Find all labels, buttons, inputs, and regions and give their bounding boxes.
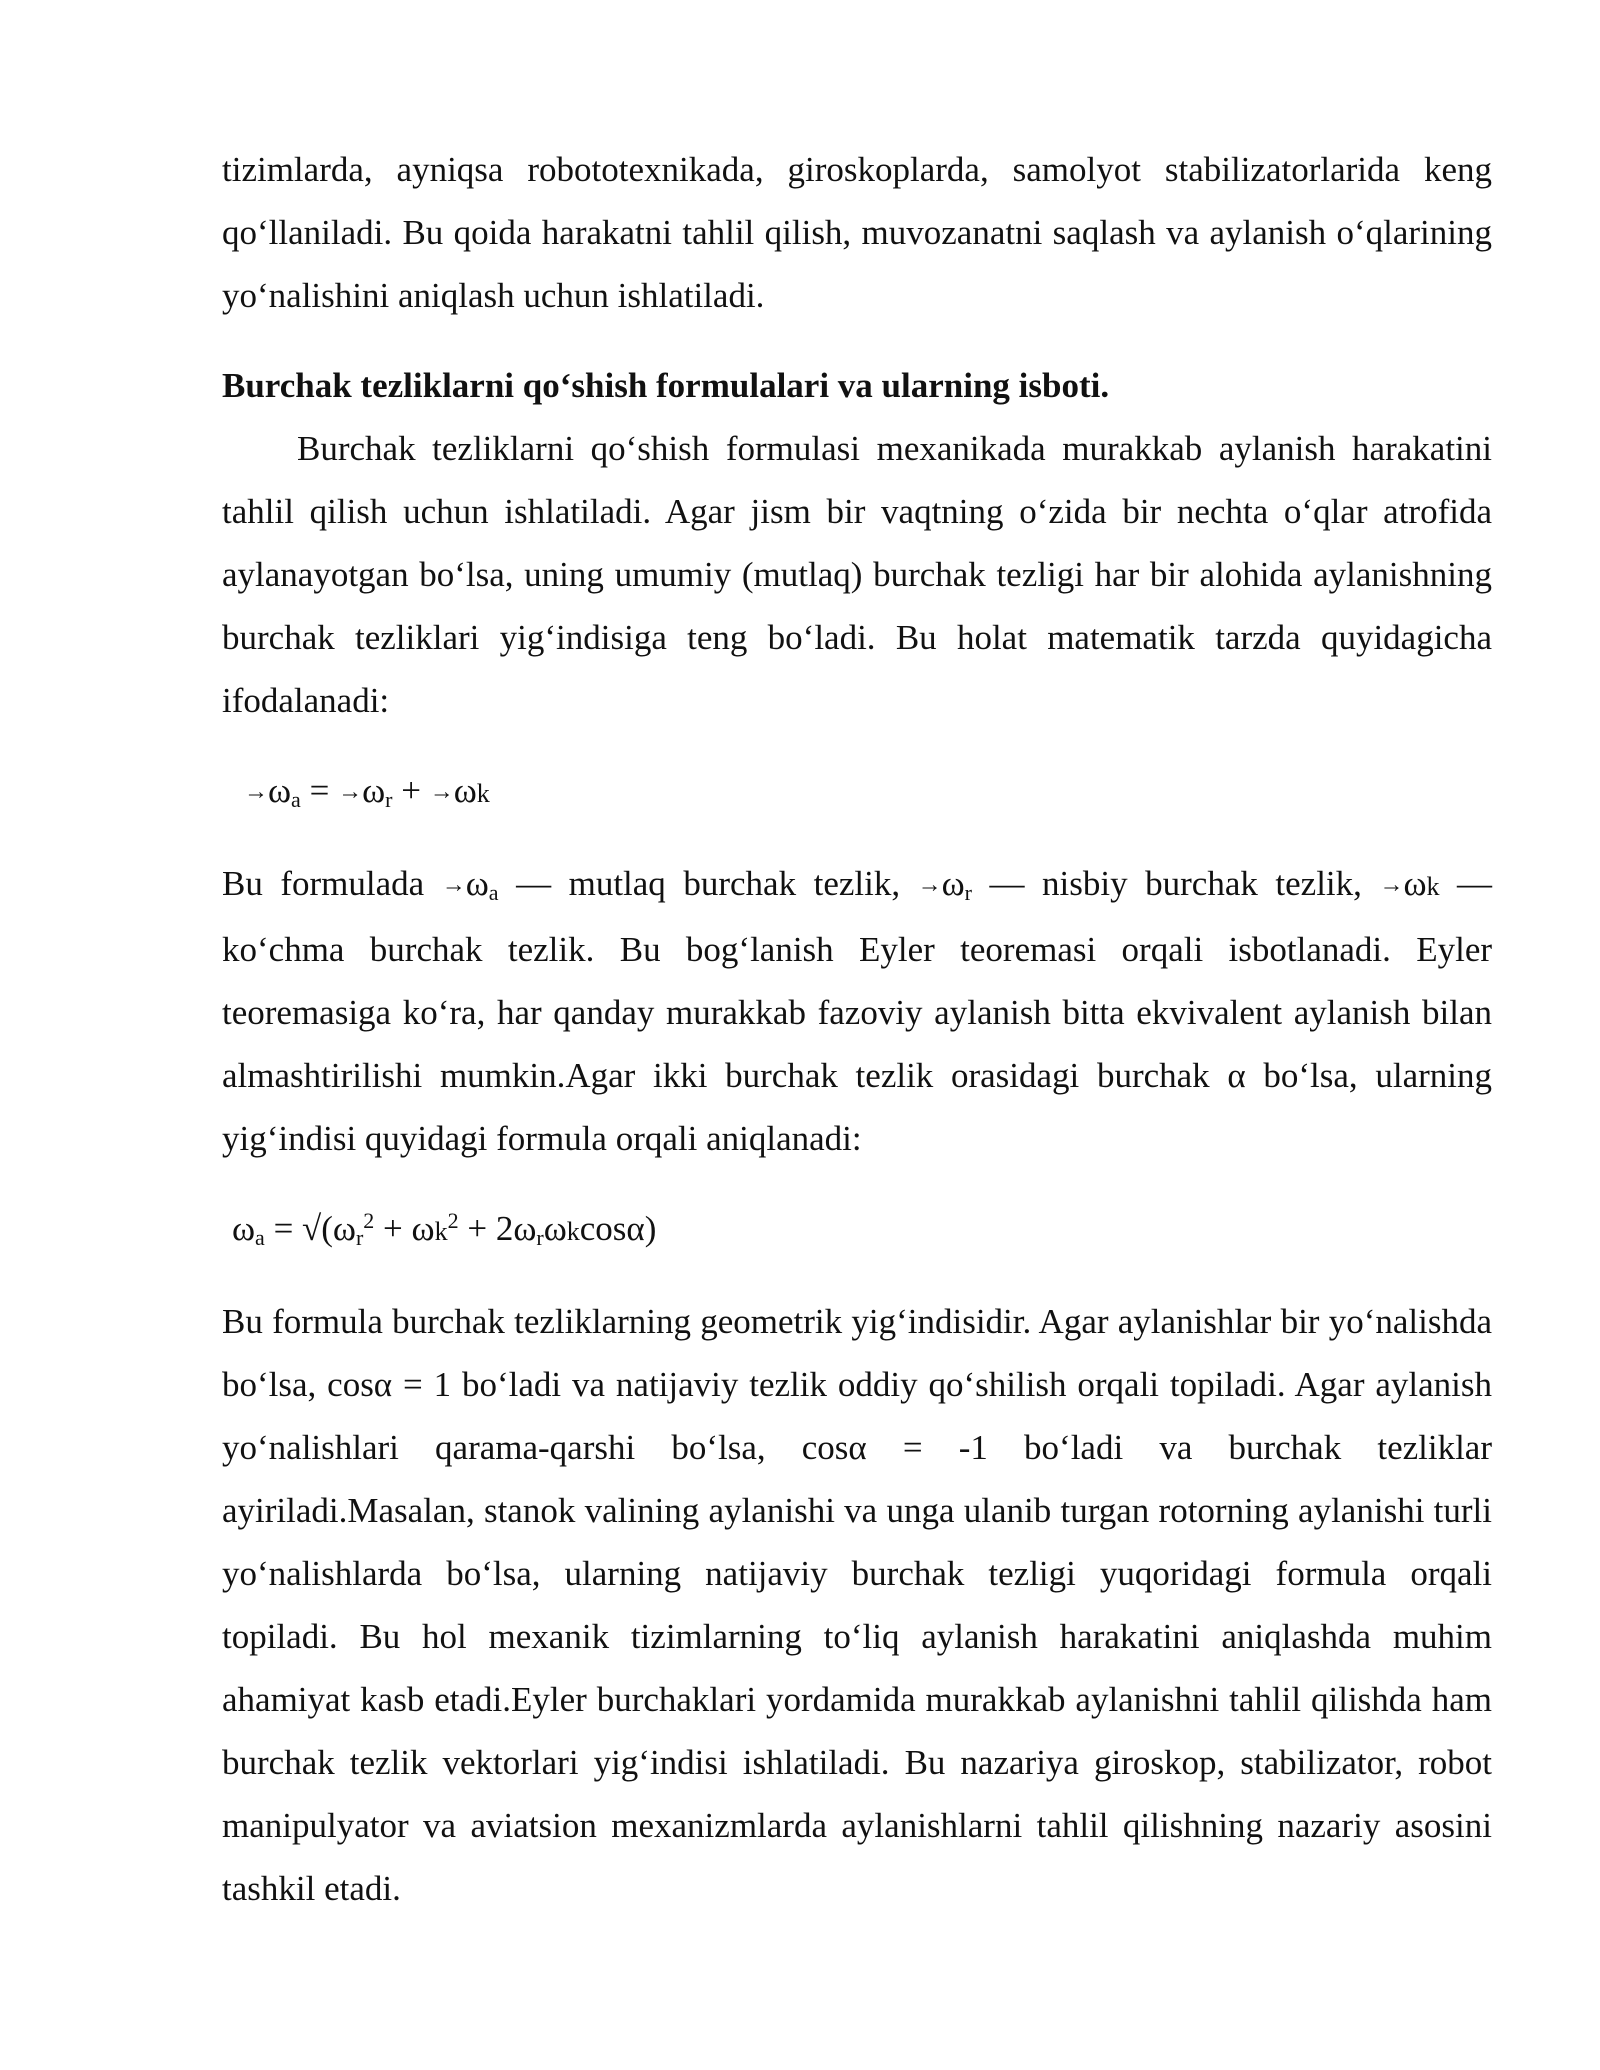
formula-magnitude bbox=[222, 1197, 1492, 1263]
section-heading: Burchak tezliklarni qo‘shish formulalari va ularning isboti. bbox=[222, 366, 1110, 405]
vector-arrow: → bbox=[429, 779, 454, 805]
omega-symbol: ω bbox=[362, 771, 386, 810]
subscript-r: r bbox=[385, 787, 393, 812]
definition-transport: — ko‘chma burchak tezlik. bbox=[222, 864, 1493, 969]
omega-symbol: ω bbox=[332, 1209, 356, 1248]
definition-relative: — nisbiy burchak tezlik, bbox=[989, 864, 1362, 903]
cosine-tail: cosα) bbox=[579, 1209, 657, 1248]
vector-arrow: → bbox=[441, 872, 466, 898]
paragraph-explanation bbox=[222, 852, 1492, 1170]
omega-symbol: ω bbox=[411, 1209, 435, 1248]
plus-two: + 2 bbox=[458, 1209, 514, 1248]
paragraph-addition-formula: Burchak tezliklarni qo‘shish formulasi mexanikada murakkab aylanish harakatini tahlil qilish uchun ishlatiladi. Agar jism bir vaqtning o‘zida bir nechta o‘qlar atrofida aylanayotgan bo‘lsa, uning umumiy (mutlaq) burchak tezligi har bir alohida aylanishning burchak tezliklari yig‘indisiga teng bo‘ladi. Bu holat matematik tarzda quyidagicha ifodalanadi: bbox=[222, 429, 1492, 720]
subscript-a: a bbox=[255, 1225, 265, 1250]
omega-symbol: ω bbox=[453, 771, 477, 810]
subscript-r: r bbox=[964, 880, 972, 905]
omega-symbol: ω bbox=[465, 864, 489, 903]
subscript-a: a bbox=[291, 787, 301, 812]
subscript-k: k bbox=[566, 1217, 580, 1246]
subscript-k: k bbox=[1426, 872, 1440, 901]
superscript-square: 2 bbox=[447, 1208, 459, 1233]
paragraph-final: Bu formula burchak tezliklarning geometrik yig‘indisidir. Agar aylanishlar bir yo‘nalishda bo‘lsa, cosα = 1 bo‘ladi va natijaviy tezlik oddiy qo‘shilish orqali topiladi. Agar aylanish yo‘nalishlari qarama-qarshi bo‘lsa, cosα = -1 bo‘ladi va burchak tezliklar ayiriladi.Masalan, stanok valining aylanishi va unga ulanib turgan rotorning aylanishi turli yo‘nalishlarda bo‘lsa, ularning natijaviy burchak tezligi yuqoridagi formula orqali topiladi. Bu hol mexanik tizimlarning to‘liq aylanish harakatini aniqlashda muhim ahamiyat kasb etadi.Eyler burchaklari yordamida murakkab aylanishni tahlil qilishda ham burchak tezlik vektorlari yig‘indisi ishlatiladi. Bu nazariya giroskop, stabilizator, robot manipulyator va aviatsion mexanizmlarda aylanishlarni tahlil qilishning nazariy asosini tashkil etadi. bbox=[222, 1302, 1492, 1908]
omega-symbol: ω bbox=[1403, 864, 1427, 903]
subscript-k: k bbox=[476, 779, 490, 808]
equals-sqrt: = √( bbox=[273, 1209, 333, 1248]
omega-symbol: ω bbox=[941, 864, 965, 903]
omega-symbol: ω bbox=[268, 771, 292, 810]
superscript-square: 2 bbox=[363, 1208, 375, 1233]
omega-symbol: ω bbox=[232, 1209, 256, 1248]
explanation-lead: Bu formulada bbox=[222, 864, 425, 903]
subscript-a: a bbox=[488, 880, 499, 905]
vector-arrow: → bbox=[917, 872, 942, 898]
definition-absolute: — mutlaq burchak tezlik, bbox=[516, 864, 901, 903]
omega-symbol: ω bbox=[543, 1209, 567, 1248]
omega-symbol: ω bbox=[513, 1209, 537, 1248]
plus-sign: + bbox=[374, 1209, 412, 1248]
explanation-rest: Bu bog‘lanish Eyler teoremasi orqali isbotlanadi. Eyler teoremasiga ko‘ra, har qanday murakkab fazoviy aylanish bitta ekvivalent aylanish bilan almashtirilishi mumkin.Agar ikki burchak tezlik orasidagi burchak α bo‘lsa, ularning yig‘indisi quyidagi formula orqali aniqlanadi: bbox=[222, 930, 1493, 1158]
equals-sign: = bbox=[309, 771, 330, 810]
subscript-r: r bbox=[536, 1225, 544, 1250]
vector-arrow: → bbox=[338, 779, 363, 805]
document-body bbox=[222, 138, 1492, 1920]
subscript-r: r bbox=[355, 1225, 364, 1250]
subscript-k: k bbox=[434, 1217, 448, 1246]
vector-arrow: → bbox=[244, 779, 268, 805]
formula-vector-sum bbox=[222, 759, 1492, 825]
vector-arrow: → bbox=[1379, 872, 1404, 898]
paragraph-intro: tizimlarda, ayniqsa robototexnikada, giroskoplarda, samolyot stabilizatorlarida keng qo‘llaniladi. Bu qoida harakatni tahlil qilish, muvozanatni saqlash va aylanish o‘qlarining yo‘nalishini aniqlash uchun ishlatiladi. bbox=[222, 150, 1492, 315]
plus-sign: + bbox=[401, 771, 421, 810]
